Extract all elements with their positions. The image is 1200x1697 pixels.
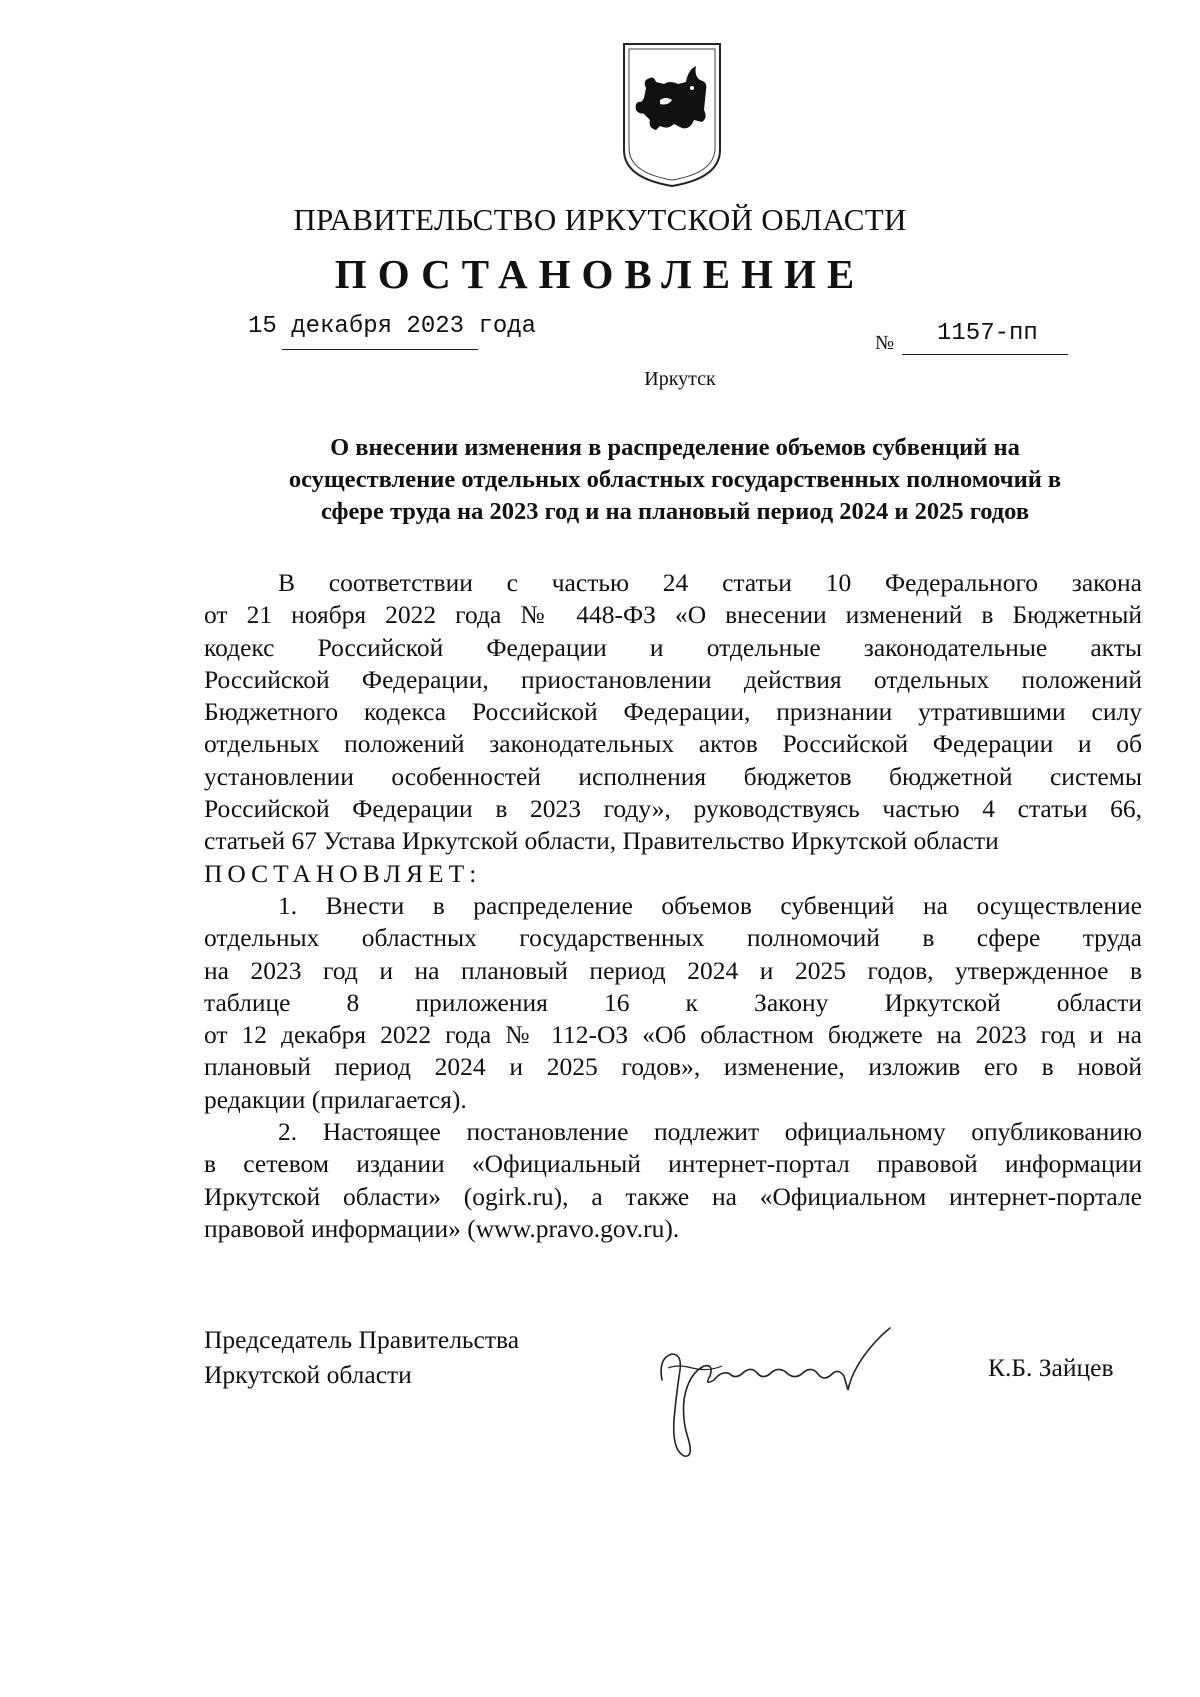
- body-line: правовой информации» (www.pravo.gov.ru).: [204, 1213, 680, 1243]
- coat-of-arms-icon: [620, 40, 724, 190]
- subject-line: сфере труда на 2023 год и на плановый период 2024 и 2025 годов: [320, 498, 1030, 525]
- signer-name: К.Б. Зайцев: [988, 1353, 1114, 1382]
- body-line: Российской Федерации, приостановлении действия отдельных положений: [204, 664, 1142, 694]
- number-underline: [902, 354, 1068, 355]
- resolution-keyword: ПОСТАНОВЛЯЕТ:: [204, 858, 482, 888]
- number-sign: №: [875, 332, 895, 354]
- body-line: Бюджетного кодекса Российской Федерации, признании утратившими силу: [204, 697, 1142, 727]
- body-line: Российской Федерации в 2023 году», руководствуясь частью 4 статьи 66,: [204, 794, 1142, 824]
- subject-line: осуществление отдельных областных государственных полномочий в: [288, 466, 1062, 493]
- body-line: редакции (прилагается).: [204, 1084, 467, 1114]
- date-underline: [282, 349, 478, 350]
- document-date: 15 декабря 2023 года: [248, 313, 537, 340]
- document-subject: [210, 432, 1140, 528]
- document-body: [204, 567, 1142, 1245]
- body-line: от 12 декабря 2022 года № 112-ОЗ «Об областном бюджете на 2023 год и на: [204, 1020, 1142, 1050]
- body-line: 2. Настоящее постановление подлежит официальному опубликованию: [278, 1117, 1142, 1147]
- subject-line: О внесении изменения в распределение объемов субвенций на: [330, 434, 1020, 461]
- document-type-title: ПОСТАНОВЛЕНИЕ: [334, 251, 866, 297]
- body-line: в сетевом издании «Официальный интернет-портал правовой информации: [204, 1149, 1142, 1179]
- signer-position: [204, 1322, 519, 1392]
- body-line: Иркутской области» (ogirk.ru), а также на «Официальном интернет-портале: [204, 1181, 1142, 1211]
- document-number: 1157-пп: [937, 320, 1038, 347]
- body-line: В соответствии с частью 24 статьи 10 Федерального закона: [278, 568, 1142, 597]
- signer-position-line: Председатель Правительства: [204, 1325, 520, 1354]
- body-line: установлении особенностей исполнения бюджетов бюджетной системы: [204, 761, 1142, 791]
- body-line: от 21 ноября 2022 года № 448-ФЗ «О внесении изменений в Бюджетный: [204, 600, 1142, 630]
- body-line: отдельных положений законодательных актов Российской Федерации и об: [204, 729, 1142, 759]
- body-line: на 2023 год и на плановый период 2024 и 2025 годов, утвержденное в: [204, 955, 1142, 985]
- handwritten-signature-icon: [648, 1310, 918, 1470]
- body-line: отдельных областных государственных полномочий в сфере труда: [204, 923, 1142, 953]
- body-line: 1. Внести в распределение объемов субвенций на осуществление: [278, 890, 1142, 920]
- signer-position-line: Иркутской области: [204, 1360, 412, 1389]
- body-line: плановый период 2024 и 2025 годов», изменение, изложив его в новой: [204, 1052, 1142, 1082]
- government-title: ПРАВИТЕЛЬСТВО ИРКУТСКОЙ ОБЛАСТИ: [293, 202, 907, 237]
- document-place: Иркутск: [644, 368, 716, 390]
- body-line: кодекс Российской Федерации и отдельные законодательные акты: [204, 632, 1142, 662]
- body-line: статьей 67 Устава Иркутской области, Правительство Иркутской области: [204, 826, 999, 856]
- body-line: таблице 8 приложения 16 к Закону Иркутской области: [204, 987, 1142, 1017]
